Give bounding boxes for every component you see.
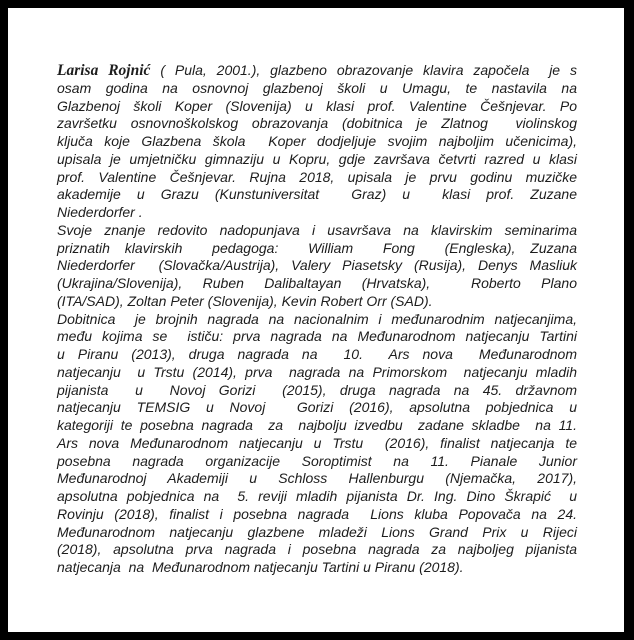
text-line: u Piranu (2013), druga nagrada na 10. Ars nova Međunarodnom xyxy=(57,346,577,362)
text-line: kategoriji te posebna nagrada za najbolju izvedbu zadane skladbe na 11. xyxy=(57,417,577,433)
text-line: Međunarodnoj Akademiji u Schloss Hallenburgu (Njemačka, 2017), xyxy=(57,470,577,487)
text-line: Niederdorfer (Slovačka/Austrija), Valery Piasetsky (Rusija), Denys Masliuk xyxy=(57,257,577,274)
text-line: posebna nagrada organizacije Soroptimist na 11. Pianale Junior xyxy=(57,452,577,469)
text-line: Ars nova Međunarodnom natjecanju u Trstu (2016), finalist natjecanja te xyxy=(57,434,577,451)
text-line: natjecanju TEMSIG u Novoj Gorizi (2016), apsolutna pobjednica u xyxy=(57,399,577,416)
text-line: završetku osnovnoškolskog obrazovanja (dobitnica je Zlatnog violinskog xyxy=(57,115,577,132)
text-line: natjecanju u Trstu (2014), prva nagrada na Primorskom natjecanju mladih xyxy=(57,363,577,380)
text-line: Rovinju (2018), finalist i posebna nagrada Lions kluba Popovača na 24. xyxy=(57,505,577,522)
text-line: Dobitnica je brojnih nagrada na nacionalnim i međunarodnim natjecanjima, xyxy=(57,310,577,327)
text-line: Niederdorfer . xyxy=(57,204,143,220)
text-line: apsolutna pobjednica na 5. reviji mladih pijanista Dr. Ing. Dino Škrapić u xyxy=(57,488,577,504)
text-line: ključa koje Glazbena škola Koper dodjeljuje svojim najboljim učenicima), xyxy=(57,133,577,149)
text-line: Glazbenoj školi Koper (Slovenija) u klasi prof. Valentine Češnjevar. Po xyxy=(57,97,577,114)
text-line: Svoje znanje redovito nadopunjava i usavršava na klavirskim seminarima xyxy=(57,221,577,238)
paragraph xyxy=(57,222,577,311)
person-name: Larisa Rojnić xyxy=(57,62,151,79)
biography-text xyxy=(57,62,577,577)
text-line: (Ukrajina/Slovenija), Ruben Dalibaltayan (Hrvatska), Roberto Plano xyxy=(57,275,577,291)
text-line: prof. Valentine Češnjevar. Rujna 2018, upisala je prvu godinu muzičke xyxy=(57,168,577,185)
text-line: osam godina na osnovnoj glazbenoj školi u Umagu, te nastavila na xyxy=(57,79,577,96)
paragraph xyxy=(57,311,577,577)
paragraph xyxy=(57,62,577,222)
text-line: Međunarodnom natjecanju glazbene mladeži Lions Grand Prix u Rijeci xyxy=(57,523,577,540)
text-line: među kojima se ističu: prva nagrada na Međunarodnom natjecanju Tartini xyxy=(57,328,577,345)
text-line: priznatih klavirskih pedagoga: William Fong (Engleska), Zuzana xyxy=(57,239,577,256)
document-page xyxy=(8,8,624,632)
text-line: (ITA/SAD), Zoltan Peter (Slovenija), Kevin Robert Orr (SAD). xyxy=(57,292,433,309)
text-line: pijanista u Novoj Gorizi (2015), druga nagrada na 45. državnom xyxy=(57,381,577,398)
text-line: natjecanja na Međunarodnom natjecanju Tartini u Piranu (2018). xyxy=(57,559,464,575)
text-line: Larisa Rojnić ( Pula, 2001.), glazbeno obrazovanje klavira započela je s xyxy=(57,62,577,79)
text-line: akademije u Grazu (Kunstuniversitat Graz) u klasi prof. Zuzane xyxy=(57,186,577,203)
text-line: upisala je umjetničku gimnaziju u Kopru, gdje završava četvrti razred u klasi xyxy=(57,150,577,167)
text-line: (2018), apsolutna prva nagrada i posebna nagrada za najboljeg pijanista xyxy=(57,541,577,558)
